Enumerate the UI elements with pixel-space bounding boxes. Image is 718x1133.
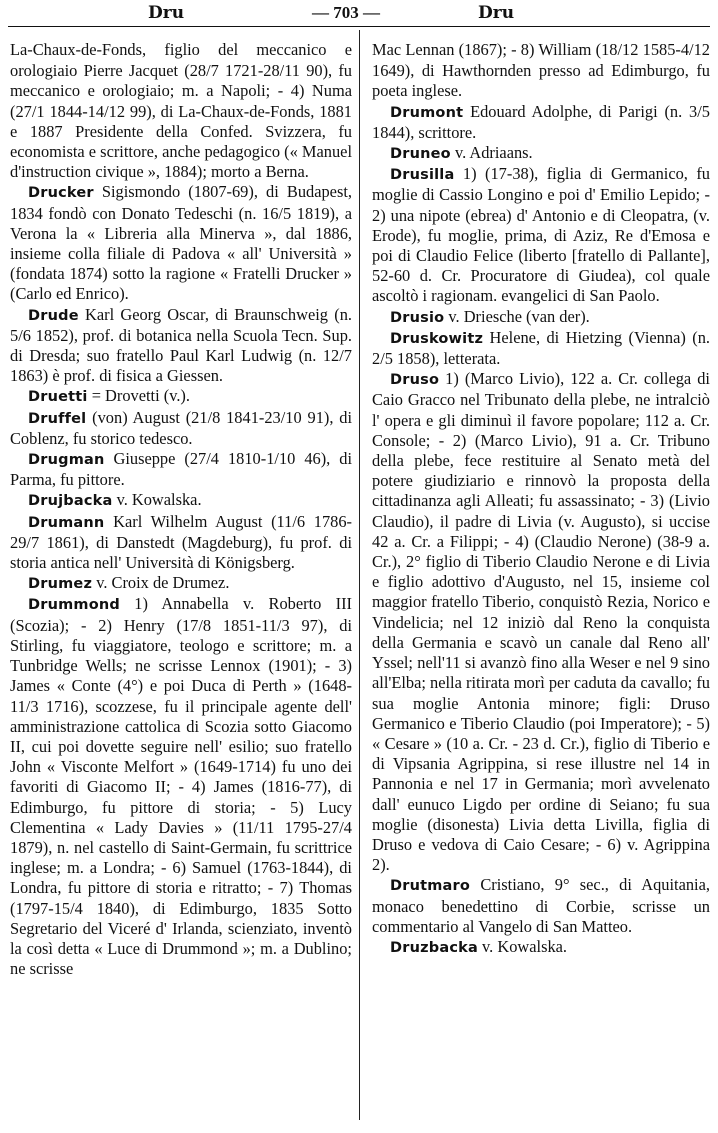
headword: Drusilla bbox=[390, 167, 455, 184]
headword: Drumez bbox=[28, 576, 93, 593]
entry: Drummond 1) Annabella v. Roberto III (Scozia); - 2) Henry (17/8 1851-11/3 97), di Stirling, fu viaggiatore, teologo e scrittore; m. a Tunbridge Wells; ne scrisse Lennox (1901); - 3) James « Conte (4°) e poi Duca di Perth » (1648-11/3 1716), scozzese, fu il principale agente dell' amministrazione cattolica di Scozia sotto Giacomo II, cui poi dovette seguire nell' esilio; suo fratello John « Visconte Melfort » (1649-1714) fu uno dei favoriti di Giacomo II; - 4) James (1816-77), di Edimburgo, fu pittore di storia; - 5) Lucy Clementina « Lady Davies » (11/11 1795-27/4 1879), n. nel castello di Saint-Germain, fu scrittrice inglese; m. a Londra; - 6) Samuel (1763-1844), di Londra, fu pittore di storia e ritratto; - 7) Thomas (1797-15/4 1840), di Edimburgo, 1835 Sotto Segretario del Viceré d' Irlanda, scienziato, inventò la così detta « Luce di Drummond »; m. a Dublino; ne scrisse bbox=[10, 594, 352, 979]
entry: Drumont Edouard Adolphe, di Parigi (n. 3/5 1844), scrittore. bbox=[372, 101, 710, 142]
headword: Drumont bbox=[390, 104, 464, 121]
headword: Drusio bbox=[390, 309, 445, 326]
entry: La-Chaux-de-Fonds, figlio del meccanico e orologiaio Pierre Jacquet (28/7 1721-28/11 90), fu meccanico e orologiaio; m. a Napoli; - 4) Numa (27/1 1844-14/12 99), di La-Chaux-de-Fonds, 1881 e 1887 Presidente della Confed. Svizzera, fu economista e scrittore, anche pedagogico (« Manuel d'instruction civique », 1884); morto a Berna. bbox=[10, 40, 352, 182]
headword: Drujbacka bbox=[28, 493, 113, 510]
headword: Drugman bbox=[28, 452, 105, 469]
headword: Druskowitz bbox=[390, 330, 484, 347]
entry: Drusio v. Driesche (van der). bbox=[390, 306, 590, 326]
headword: Drude bbox=[28, 307, 79, 324]
entry: Druneo v. Adriaans. bbox=[390, 143, 533, 163]
entry: Drumann Karl Wilhelm August (11/6 1786-29/7 1861), di Danstedt (Magdeburg), fu prof. di storia antica nell' Università di Königsberg. bbox=[10, 511, 352, 573]
headword: Druetti bbox=[28, 389, 88, 406]
entry: Druzbacka v. Kowalska. bbox=[390, 936, 568, 956]
left-column bbox=[10, 40, 352, 979]
entry: Druskowitz Helene, di Hietzing (Vienna) (n. 2/5 1858), letterata. bbox=[372, 327, 710, 369]
running-head-left: Dru bbox=[148, 3, 185, 23]
headword: Druffel bbox=[28, 410, 87, 427]
entry: Drugman Giuseppe (27/4 1810-1/10 46), di Parma, fu pittore. bbox=[10, 449, 352, 490]
running-head-right: Dru bbox=[478, 3, 515, 23]
page-number: — 703 — bbox=[312, 3, 380, 22]
entry: Drusilla 1) (17-38), figlia di Germanico, fu moglie di Cassio Longino e poi d' Emilio Lepido; - 2) una nipote (ebrea) d' Antonio e di Cleopatra, (v. Erode), fu moglie, prima, di Aziz, Re d'Emosa e poi di Claudio Felice (liberto [fratello di Pallante], 52-60 d. Cr. Procuratore di Giudea), col quale ascoltò i ragionam. evangelici di San Paolo. bbox=[372, 164, 710, 306]
page-header bbox=[8, 0, 710, 27]
headword: Druso bbox=[390, 372, 440, 389]
entry: Drumez v. Croix de Drumez. bbox=[28, 573, 230, 593]
headword: Drutmaro bbox=[390, 878, 471, 895]
right-column bbox=[372, 40, 710, 958]
headword: Drummond bbox=[28, 597, 120, 614]
column-divider bbox=[359, 30, 360, 1120]
headword: Drumann bbox=[28, 514, 105, 531]
entry: Druso 1) (Marco Livio), 122 a. Cr. collega di Caio Gracco nel Tribunato della plebe, ne intralciò l' opera e gli diminuì il favore popolare; 112 a. Cr. Console; - 2) (Marco Livio), 91 a. Cr. Tribuno della plebe, fece restituire al Senato metà del potere giudiziario e rinnovò la proposta della cittadinanza agli Alleati; fu assassinato; - 3) (Livio Claudio), il padre di Livia (v. Augusto), si uccise 42 a. Cr. a Filippi; - 4) (Claudio Nerone) (38-9 a. Cr.), 2° figlio di Tiberio Claudio Nerone e di Livia e figlio adottivo d'Augusto, nel 15, insieme col maggior fratello Tiberio, conquistò Rezia, Norico e Vindelicia; nel 12 iniziò dal Reno la conquista della Germania e scavò un canale dal Reno all' Yssel; nell'11 si avanzò fino alla Weser e nel 9 sino all'Elba; nella ritirata morì per caduta da cavallo; fu sua moglie Antonia minore; figli: Druso Germanico e Tiberio Claudio (poi Imperatore); - 5) « Cesare » (10 a. Cr. - 23 d. Cr.), figlio di Tiberio e di Vipsania Agrippina, si rese illustre nel 14 in Pannonia e nel 17 in Germania; morì avvelenato dall' eunuco Ligdo per ordine di Seiano; fu sua moglie (disonesta) Livia detta Livilla, figlia di Druso e vedova di Caio Cesare; - 6) v. Agrippina 2). bbox=[372, 369, 710, 875]
entry: Druffel (von) August (21/8 1841-23/10 91), di Coblenz, fu storico tedesco. bbox=[10, 407, 352, 448]
entry: Druetti = Drovetti (v.). bbox=[28, 386, 190, 406]
headword: Druneo bbox=[390, 146, 451, 163]
entry: Drucker Sigismondo (1807-69), di Budapest, 1834 fondò con Donato Tedeschi (n. 16/5 1819), a Verona la « Libreria alla Minerva », dal 1886, insieme colla filiale di Padova « all' Università » (fondata 1874) sotto la ragione « Fratelli Drucker » (Carlo ed Enrico). bbox=[10, 182, 352, 304]
headword: Drucker bbox=[28, 185, 94, 202]
entry: Mac Lennan (1867); - 8) William (18/12 1585-4/12 1649), di Hawthornden presso ad Edimburgo, fu poeta inglese. bbox=[372, 40, 710, 101]
headword: Druzbacka bbox=[390, 939, 478, 956]
entry: Drujbacka v. Kowalska. bbox=[28, 490, 202, 510]
entry: Drutmaro Cristiano, 9° sec., di Aquitania, monaco benedettino di Corbie, scrisse un commentario al Vangelo di San Matteo. bbox=[372, 875, 710, 936]
entry: Drude Karl Georg Oscar, di Braunschweig (n. 5/6 1852), prof. di botanica nella Scuola Tecn. Sup. di Dresda; suo fratello Paul Karl Ludwig (n. 12/7 1863) è prof. di fisica a Giessen. bbox=[10, 304, 352, 386]
